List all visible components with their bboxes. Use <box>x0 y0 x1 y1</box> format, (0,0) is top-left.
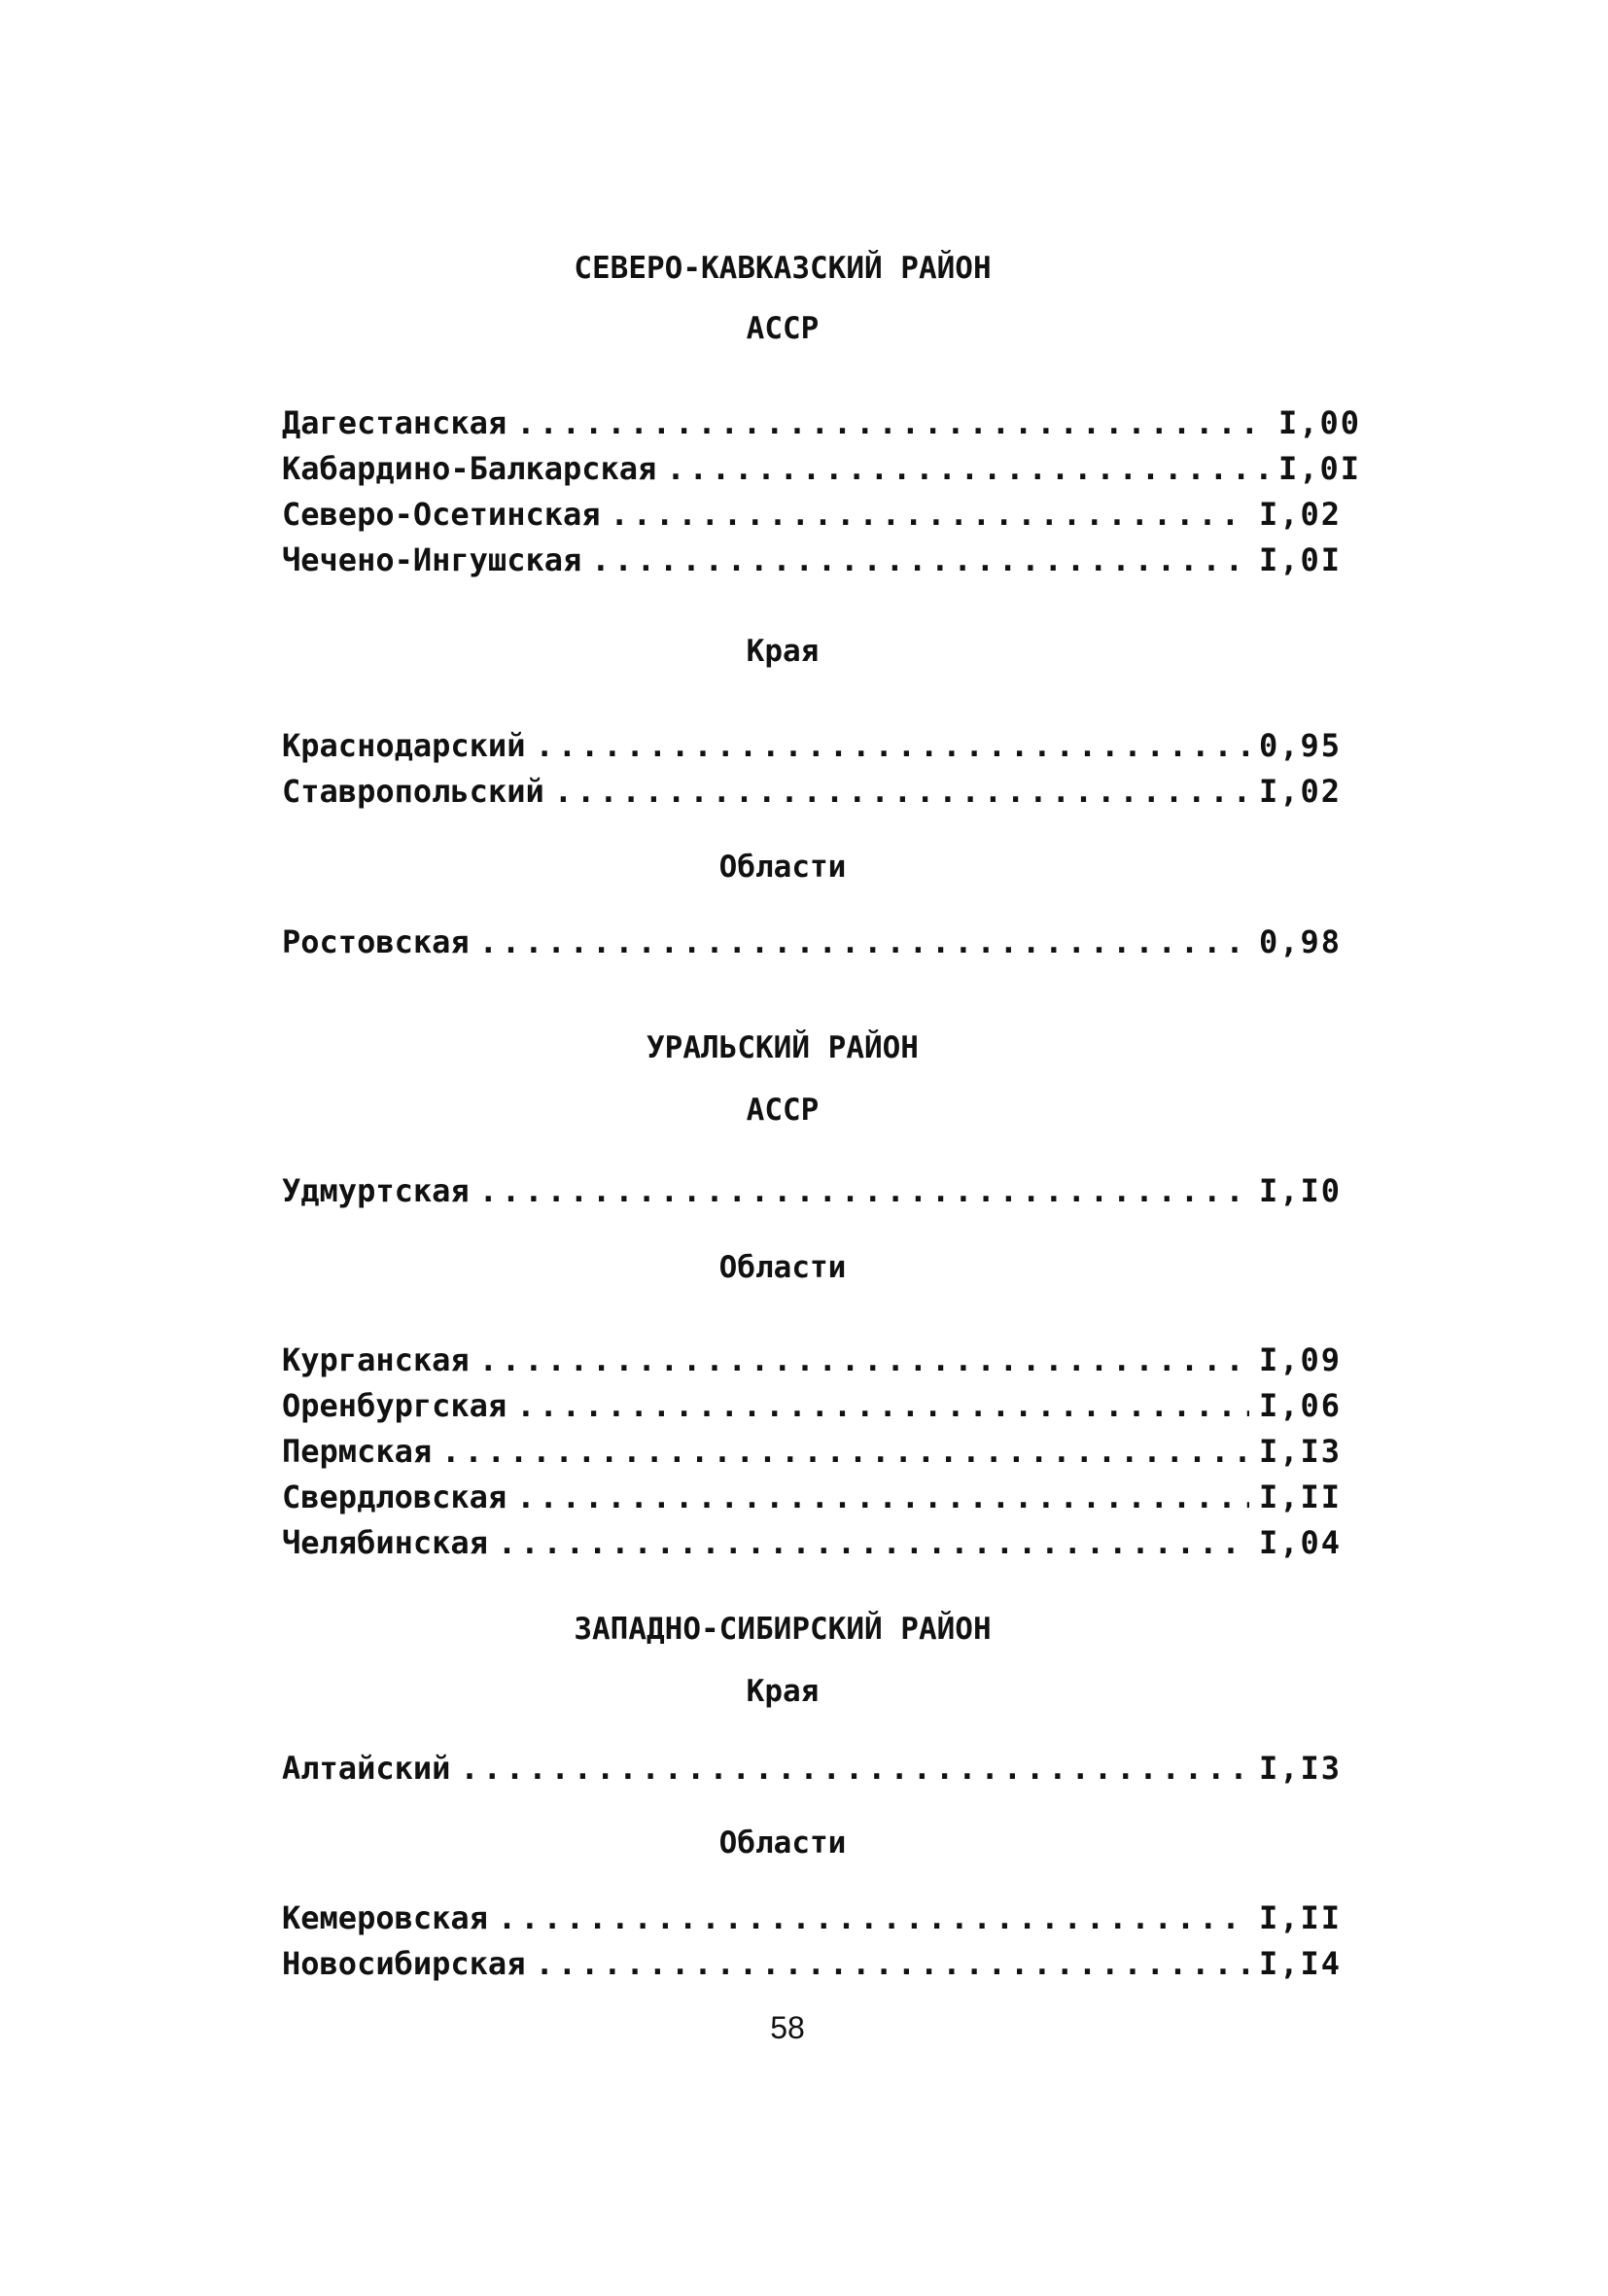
dot-leader <box>554 773 1249 810</box>
entry-value: I,00 <box>1277 404 1361 441</box>
dot-leader <box>666 450 1269 487</box>
list-item <box>282 1524 1342 1569</box>
entry-name: Кемеровская <box>282 1899 488 1936</box>
entry-value: I,02 <box>1258 773 1342 810</box>
list-item <box>282 1387 1342 1432</box>
dot-leader <box>591 541 1249 578</box>
entry-value: I,04 <box>1258 1524 1342 1561</box>
dot-leader <box>516 1387 1249 1424</box>
list-item <box>282 541 1342 586</box>
section-title-north-caucasus: СЕВЕРО-КАВКАЗСКИЙ РАЙОН <box>574 251 992 286</box>
entry-value: I,I3 <box>1258 1750 1342 1787</box>
entry-name: Пермская <box>282 1433 433 1470</box>
entry-value: I,09 <box>1258 1341 1342 1378</box>
entry-name: Оренбургская <box>282 1387 507 1424</box>
list-item <box>282 404 1361 449</box>
dot-leader <box>498 1899 1249 1936</box>
dot-leader <box>479 1172 1249 1209</box>
entry-value: I,06 <box>1258 1387 1342 1424</box>
dot-leader <box>535 1945 1248 1982</box>
section-title-ural: УРАЛЬСКИЙ РАЙОН <box>647 1030 919 1065</box>
list-item <box>282 773 1342 818</box>
dot-leader <box>611 496 1249 533</box>
dot-leader <box>516 1478 1249 1515</box>
list-item <box>282 1899 1342 1944</box>
entry-value: I,I4 <box>1258 1945 1342 1982</box>
dot-leader <box>479 1341 1249 1378</box>
entry-value: 0,95 <box>1258 727 1342 764</box>
entry-value: I,02 <box>1258 496 1342 533</box>
page-number: 58 <box>770 2010 805 2045</box>
entry-value: I,II <box>1258 1899 1342 1936</box>
group-title-oblasti: Области <box>718 1250 847 1285</box>
list-item <box>282 727 1342 772</box>
list-item <box>282 1341 1342 1386</box>
group-title-assr: АССР <box>746 1093 820 1128</box>
list-item <box>282 450 1361 495</box>
section-title-west-siberia: ЗАПАДНО-СИБИРСКИЙ РАЙОН <box>574 1612 992 1647</box>
entry-name: Ставропольский <box>282 773 544 810</box>
entry-value: I,I0 <box>1258 1172 1342 1209</box>
entry-name: Чечено-Ингушская <box>282 541 582 578</box>
entry-name: Алтайский <box>282 1750 451 1787</box>
entry-name: Северо-Осетинская <box>282 496 601 533</box>
entry-value: I,0I <box>1258 541 1342 578</box>
dot-leader <box>479 923 1249 960</box>
entry-name: Новосибирская <box>282 1945 526 1982</box>
entry-value: I,II <box>1258 1478 1342 1515</box>
entry-value: I,I3 <box>1258 1433 1342 1470</box>
entry-name: Кабардино-Балкарская <box>282 450 657 487</box>
entry-value: I,0I <box>1277 450 1361 487</box>
list-item <box>282 1750 1342 1794</box>
entry-name: Дагестанская <box>282 404 507 441</box>
dot-leader <box>441 1433 1249 1470</box>
entry-name: Удмуртская <box>282 1172 470 1209</box>
dot-leader <box>535 727 1248 764</box>
list-item <box>282 923 1342 968</box>
entry-name: Ростовская <box>282 923 470 960</box>
list-item <box>282 1945 1342 1990</box>
list-item <box>282 1478 1342 1523</box>
dot-leader <box>516 404 1269 441</box>
entry-name: Свердловская <box>282 1478 507 1515</box>
list-item <box>282 496 1342 540</box>
group-title-oblasti: Области <box>718 1826 847 1861</box>
list-item <box>282 1433 1342 1478</box>
entry-name: Курганская <box>282 1341 470 1378</box>
group-title-krai: Края <box>746 1674 820 1709</box>
entry-value: 0,98 <box>1258 923 1342 960</box>
list-item <box>282 1172 1342 1217</box>
dot-leader <box>460 1750 1249 1787</box>
group-title-krai: Края <box>746 634 820 669</box>
entry-name: Краснодарский <box>282 727 526 764</box>
group-title-assr: АССР <box>746 311 820 346</box>
entry-name: Челябинская <box>282 1524 488 1561</box>
dot-leader <box>498 1524 1249 1561</box>
group-title-oblasti: Области <box>718 850 847 885</box>
